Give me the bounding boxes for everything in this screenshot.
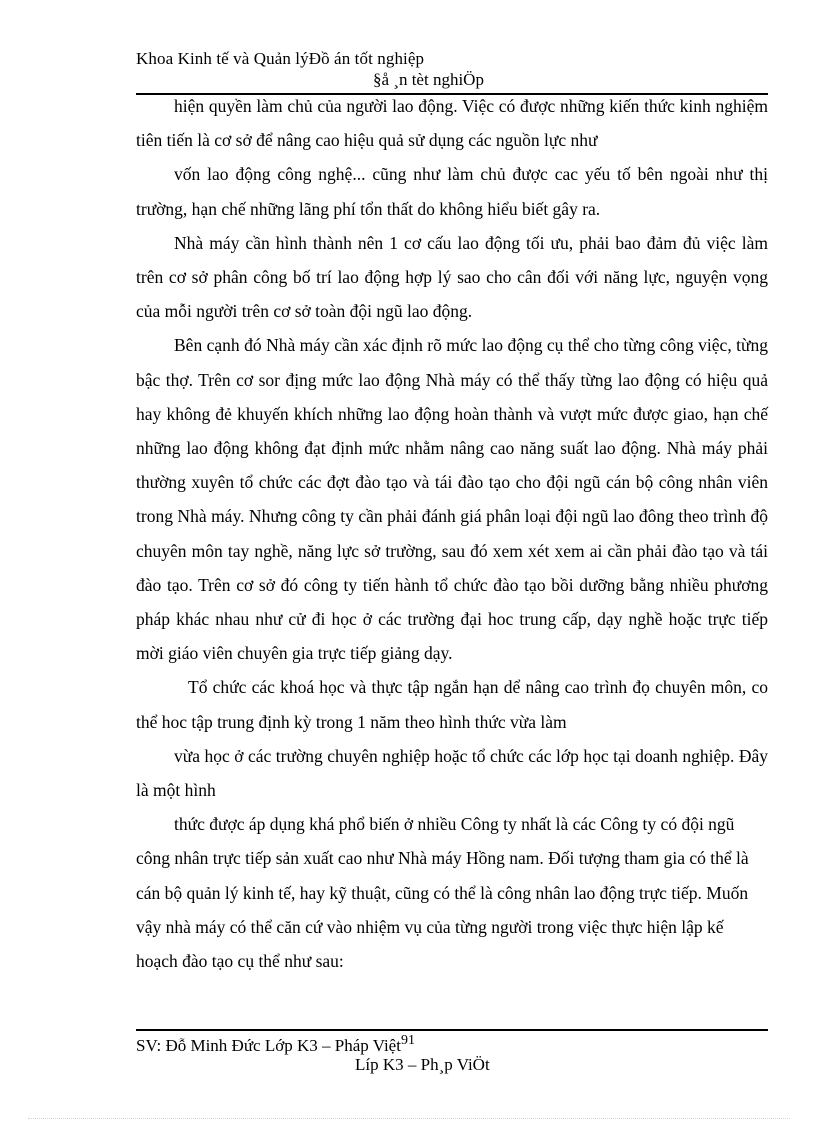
footer-student-text: SV: Đỗ Minh Đức Lớp K3 – Pháp Việt (136, 1036, 401, 1055)
document-body (136, 89, 768, 978)
paragraph: Nhà máy cần hình thành nên 1 cơ cấu lao động tối ưu, phải bao đảm đủ việc làm trên cơ sở phân công bố trí lao động hợp lý sao cho cân đối với năng lực, nguyện vọng của mỗi người trên cơ sở toàn đội ngũ lao động. (136, 232, 768, 322)
footer-legacy-encoded-class: Líp K3 – Ph¸p ViÖt (355, 1055, 490, 1074)
paragraph: Bên cạnh đó Nhà máy cần xác định rõ mức lao động cụ thể cho từng công việc, từng bậc thợ. Trên cơ sor địng mức lao động Nhà máy có thể thấy từng lao động có hiệu quả hay không đẻ khuyến khích những lao động hoàn thành và vượt mức được giao, hạn chế những lao động không đạt định mức nhằm nâng cao năng suất lao động. Nhà máy phải thường xuyên tổ chức các đợt đào tạo và tái đào tạo cho đội ngũ cán bộ công nhân viên trong Nhà máy. Nhưng công ty cần phải đánh giá phân loại đội ngũ lao đông theo trình độ chuyên môn tay nghề, năng lực sở trường, sau đó xem xét xem ai cần phải đào tạo và tái đào tạo. Trên cơ sở đó công ty tiến hành tổ chức đào tạo bồi dưỡng bằng nhiều phương pháp khác nhau như cử đi học ở các trường đại hoc trung cấp, dạy nghề hoặc trực tiếp mời giáo viên chuyên gia trực tiếp giảng dạy. (136, 335, 768, 664)
paragraph: Tổ chức các khoá học và thực tập ngắn hạn dể nâng cao trình đọ chuyên môn, co thể hoc tập trung định kỳ trong 1 năm theo hình thức vừa làm (136, 677, 768, 732)
paragraph: hiện quyền làm chủ của người lao động. Việc có được những kiến thức kinh nghiệm tiên tiến là cơ sở để nâng cao hiệu quả sử dụng các nguồn lực như (136, 96, 768, 151)
paragraph: vốn lao động công nghệ... cũng như làm chủ được cac yếu tố bên ngoài như thị trường, hạn chế những lãng phí tổn thất do không hiểu biết gây ra. (136, 164, 768, 219)
footer-student-info (136, 1033, 415, 1056)
header-faculty-title: Khoa Kinh tế và Quản lýĐồ án tốt nghiệp (136, 49, 425, 68)
page-number: 91 (400, 1033, 415, 1048)
footer-divider (136, 1029, 768, 1031)
header-legacy-encoded-title: §å ¸n tèt nghiÖp (373, 70, 484, 89)
paragraph: thức được áp dụng khá phổ biến ở nhiều Công ty nhất là các Công ty có đội ngũ công nhân trực tiếp sản xuất cao như Nhà máy Hồng nam. Đối tượng tham gia có thể là cán bộ quản lý kinh tế, hay kỹ thuật, cũng có thể là công nhân lao động trực tiếp. Muốn vậy nhà máy có thể căn cứ vào nhiệm vụ của từng người trong việc thực hiện lập kế hoạch đào tạo cụ thể như sau: (136, 814, 749, 972)
page-bottom-edge (28, 1118, 790, 1119)
paragraph: vừa học ở các trường chuyên nghiệp hoặc tổ chức các lớp học tại doanh nghiệp. Đây là một hình (136, 745, 768, 801)
